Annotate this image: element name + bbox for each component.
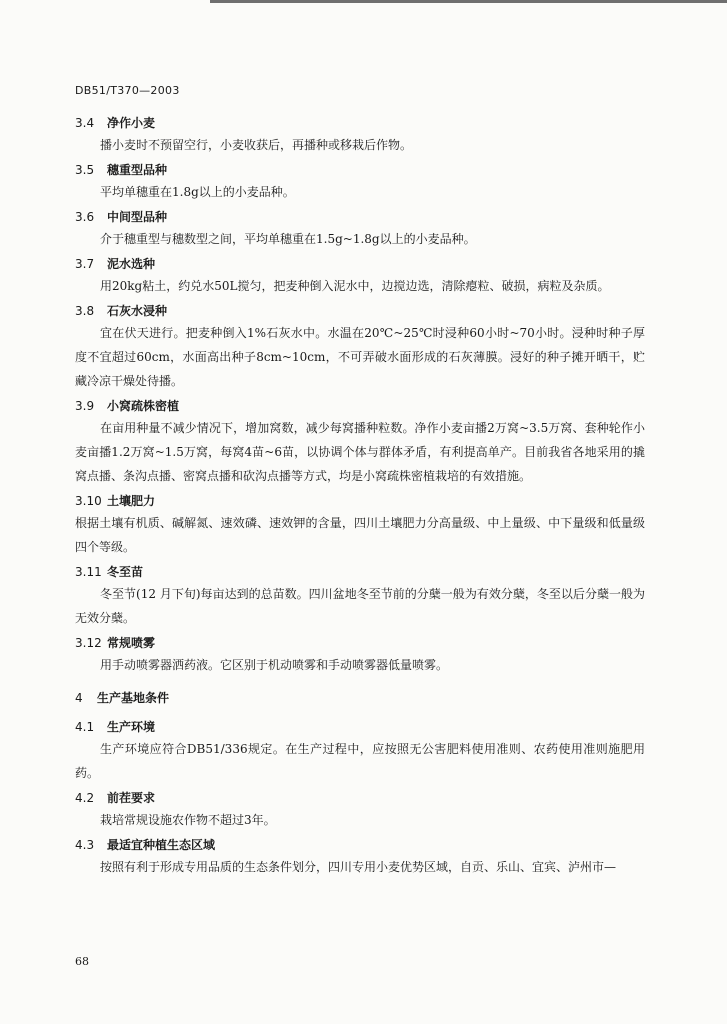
section-number: 3.4 (75, 116, 95, 130)
section-paragraph: 平均单穗重在1.8g以上的小麦品种。 (100, 185, 295, 199)
section-heading (75, 301, 645, 321)
section-title: 石灰水浸种 (107, 304, 168, 318)
section-title: 净作小麦 (107, 116, 156, 130)
section-number: 3.7 (75, 257, 95, 271)
section-paragraph: 介于穗重型与穗数型之间，平均单穗重在1.5g~1.8g以上的小麦品种。 (100, 232, 476, 246)
section-title: 冬至苗 (107, 565, 144, 579)
section-heading (75, 788, 645, 808)
section-title: 土壤肥力 (107, 494, 156, 508)
section-paragraph: 冬至节(12 月下旬)每亩达到的总苗数。四川盆地冬至节前的分蘖一般为有效分蘖，冬至以后分蘖一般为无效分蘖。 (75, 587, 645, 625)
scan-edge-line (210, 0, 727, 3)
section-number: 4.2 (75, 791, 95, 805)
section-number: 3.5 (75, 163, 95, 177)
section-number: 3.9 (75, 399, 95, 413)
section-heading (75, 160, 645, 180)
section-title: 穗重型品种 (107, 163, 168, 177)
chapter-title: 生产基地条件 (97, 691, 170, 705)
document-header: DB51/T370—2003 (75, 84, 180, 97)
section-title: 小窝疏株密植 (107, 399, 180, 413)
section-number: 3.10 (75, 494, 102, 508)
section-heading (75, 207, 645, 227)
section-heading (75, 835, 645, 855)
section-number: 3.11 (75, 565, 102, 579)
section-paragraph: 按照有利于形成专用品质的生态条件划分，四川专用小麦优势区域，自贡、乐山、宜宾、泸州市— (100, 860, 617, 874)
section-paragraph: 生产环境应符合DB51/336规定。在生产过程中，应按照无公害肥料使用准则、农药使用准则施肥用药。 (75, 742, 645, 780)
page-number: 68 (75, 955, 89, 968)
section-heading (75, 113, 645, 133)
section-title: 泥水选种 (107, 257, 156, 271)
section-number: 3.12 (75, 636, 102, 650)
section-paragraph: 根据土壤有机质、碱解氮、速效磷、速效钾的含量，四川土壤肥力分高量级、中上量级、中下量级和低量级四个等级。 (75, 516, 645, 554)
section-heading (75, 633, 645, 653)
section-number: 4.1 (75, 720, 95, 734)
section-heading (75, 717, 645, 737)
document-body (75, 113, 645, 882)
section-number: 3.8 (75, 304, 95, 318)
section-heading (75, 562, 645, 582)
section-heading (75, 396, 645, 416)
section-number: 4.3 (75, 838, 95, 852)
section-paragraph: 播小麦时不预留空行，小麦收获后，再播种或移栽后作物。 (100, 138, 413, 152)
section-paragraph: 宜在伏天进行。把麦种倒入1%石灰水中。水温在20℃~25℃时浸种60小时~70小时。浸种时种子厚度不宜超过60cm，水面高出种子8cm~10cm，不可弄破水面形成的石灰薄膜。浸好的种子摊开晒干，贮藏冷凉干燥处待播。 (75, 326, 645, 388)
section-heading (75, 254, 645, 274)
section-paragraph: 用手动喷雾器洒药液。它区别于机动喷雾和手动喷雾器低量喷雾。 (100, 658, 449, 672)
section-number: 3.6 (75, 210, 95, 224)
section-title: 中间型品种 (107, 210, 168, 224)
section-paragraph: 栽培常规设施农作物不超过3年。 (100, 813, 276, 827)
chapter-heading (75, 687, 645, 709)
section-title: 前茬要求 (107, 791, 156, 805)
section-title: 常规喷雾 (107, 636, 156, 650)
section-title: 最适宜种植生态区域 (107, 838, 216, 852)
section-title: 生产环境 (107, 720, 156, 734)
section-paragraph: 用20kg粘土，约兑水50L搅匀，把麦种倒入泥水中，边搅边选，清除瘪粒、破损，病粒及杂质。 (100, 279, 610, 293)
section-heading (75, 491, 645, 511)
section-paragraph: 在亩用种量不减少情况下，增加窝数，减少每窝播种粒数。净作小麦亩播2万窝~3.5万窝、套种轮作小麦亩播1.2万窝~1.5万窝，每窝4苗~6苗，以协调个体与群体矛盾，有利提高单产。目前我省各地采用的撬窝点播、条沟点播、密窝点播和砍沟点播等方式，均是小窝疏株密植栽培的有效措施。 (75, 421, 645, 483)
chapter-number: 4 (75, 691, 83, 705)
